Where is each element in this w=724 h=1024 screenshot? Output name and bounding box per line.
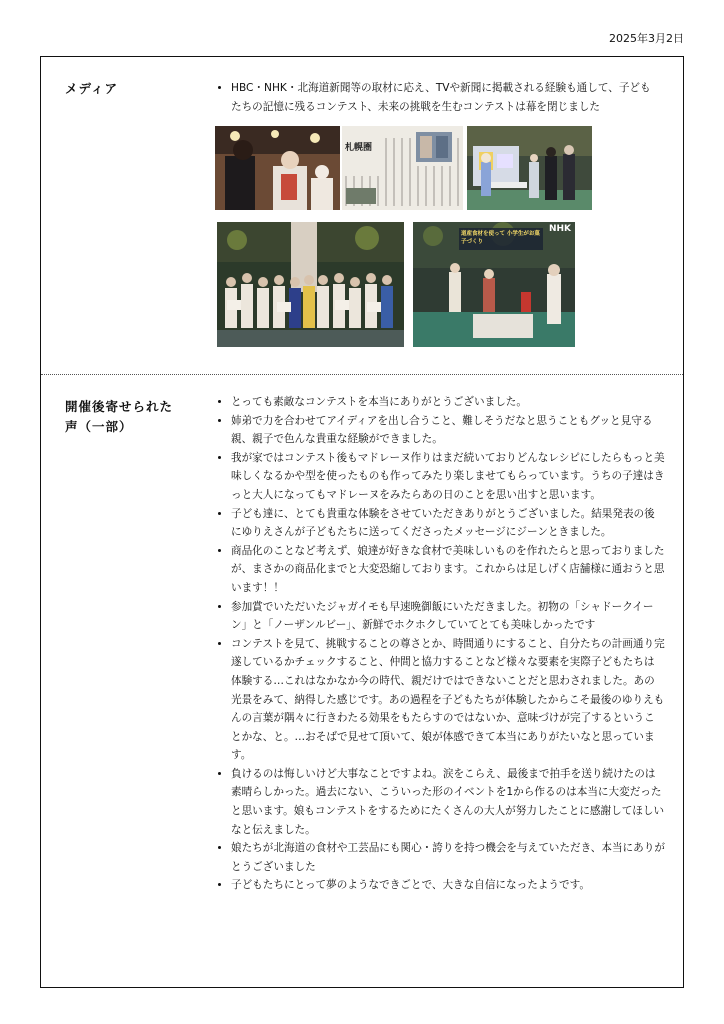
voices-body <box>215 393 665 895</box>
voices-heading: 開催後寄せられた声（一部） <box>65 399 174 434</box>
nhk-logo: NHK <box>548 224 571 235</box>
photo-tv-crew <box>467 126 592 210</box>
voice-item: • コンテストを見て、挑戦することの尊さとか、時間通りにすること、自分たちの計画通り完遂しているかチェックすること、仲間と協力することなど様々な要素を実際子どもたちは体験する…これはなかなか今の時代、親だけではできないことだと思わされました。あの光景をみて、納得した感じです。あの過程を子どもたちが体験したからこそ最後のゆりえもんの言葉が隅々に行きわたる効果をもたらすのではないか、意味づけが完了するということかな、と。…おそばで見せて頂いて、娘が体感できて本当にありがたいなと思っています。 <box>231 635 665 765</box>
voices-section <box>41 375 683 987</box>
voice-item: • 子どもたちにとって夢のようなできごとで、大きな自信になったようです。 <box>231 876 665 895</box>
media-heading: メディア <box>65 81 119 96</box>
voice-item: • 姉弟で力を合わせてアイディアを出し合うこと、難しそうだなと思うこともグッと見守る親、親子で色んな貴重な経験ができました。 <box>231 412 665 449</box>
photo-nhk-broadcast <box>413 222 575 347</box>
newspaper-title: 札幌圏 <box>345 143 373 154</box>
document-date: 2025年3月2日 <box>609 32 684 45</box>
news-caption: 道産食材を使って 小学生がお菓子づくり <box>461 231 540 246</box>
voices-list <box>215 393 665 895</box>
media-text: • HBC・NHK・北海道新聞等の取材に応え、TVや新聞に掲載される経験も通して、子どもたちの記憶に残るコンテスト、未来の挑戦を生むコンテストは幕を閉じました <box>231 79 660 116</box>
media-list <box>215 79 660 116</box>
voice-item: • 負けるのは悔しいけど大事なことですよね。涙をこらえ、最後まで拍手を送り続けたのは素晴らしかった。過去にない、こういった形のイベントを1から作るのは本当に大変だったと思います。娘もコンテストをするためにたくさんの大人が努力したことに感謝してほしいなと伝えました。 <box>231 765 665 839</box>
photo-interview <box>215 126 340 210</box>
voice-item: • 商品化のことなど考えず、娘達が好きな食材で美味しいものを作れたらと思っておりましたが、まさかの商品化までと大変恐縮しております。これからは足しげく店舗様に通おうと思います！！ <box>231 542 665 598</box>
voice-item: • とっても素敵なコンテストを本当にありがとうございました。 <box>231 393 665 412</box>
media-section <box>41 57 683 375</box>
voice-item: • 子ども達に、とても貴重な体験をさせていただきありがとうございました。結果発表の後にゆりえさんが子どもたちに送ってくださったメッセージにジーンときました。 <box>231 505 665 542</box>
voice-item: • 我が家ではコンテスト後もマドレーヌ作りはまだ続いておりどんなレシピにしたらもっと美味しくなるかや型を使ったものも作ってみたり楽しませてもらっています。うちの子達はきっと大人になってもマドレーヌをみたらあの日のことを思い出すと思います。 <box>231 449 665 505</box>
voice-item: • 参加賞でいただいたジャガイモも早速晩御飯にいただきました。初物の「シャドークイーン」と「ノーザンルビー」、新鮮でホクホクしていてとても美味しかったです <box>231 598 665 635</box>
photo-newspaper <box>342 126 463 210</box>
photo-group <box>217 222 404 347</box>
media-body <box>215 79 660 246</box>
content-frame <box>40 56 684 988</box>
voice-item: • 娘たちが北海道の食材や工芸品にも関心・誇りを持つ機会を与えていただき、本当にありがとうございました <box>231 839 665 876</box>
